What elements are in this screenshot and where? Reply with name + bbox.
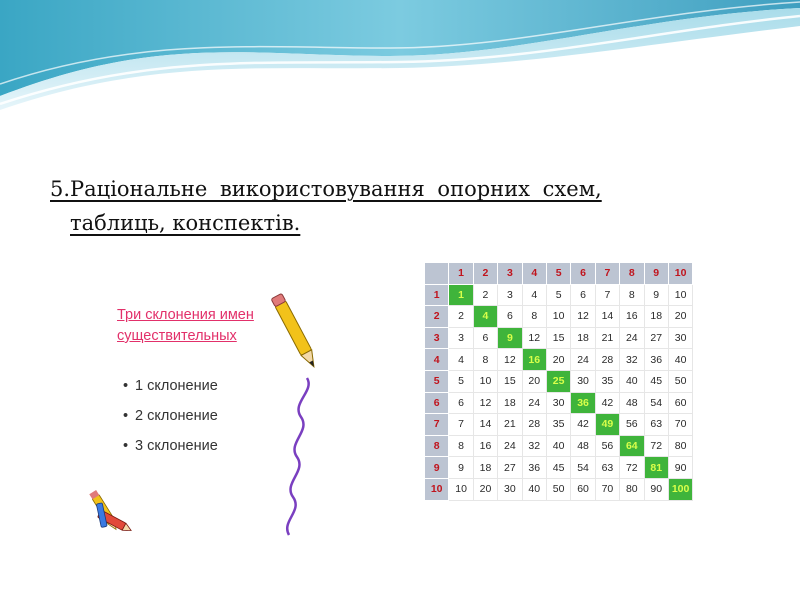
- table-row: [425, 457, 693, 479]
- pencils-icon: [89, 490, 133, 534]
- table-cell: 12: [498, 349, 522, 371]
- table-cell: 48: [571, 435, 595, 457]
- table-header-row: [425, 263, 693, 285]
- row-header: 4: [425, 349, 449, 371]
- table-cell: 27: [498, 457, 522, 479]
- diagonal-cell: 49: [595, 414, 619, 436]
- diagonal-cell: 100: [668, 478, 692, 500]
- row-header: 6: [425, 392, 449, 414]
- table-cell: 80: [620, 478, 644, 500]
- table-cell: 16: [620, 306, 644, 328]
- table-cell: 24: [498, 435, 522, 457]
- table-cell: 45: [546, 457, 570, 479]
- table-cell: 27: [644, 327, 668, 349]
- row-header: 7: [425, 414, 449, 436]
- table-row: [425, 414, 693, 436]
- table-cell: 20: [522, 370, 546, 392]
- diagonal-cell: 4: [473, 306, 497, 328]
- table-cell: 50: [546, 478, 570, 500]
- table-cell: 8: [473, 349, 497, 371]
- row-header: 1: [425, 284, 449, 306]
- table-cell: 6: [498, 306, 522, 328]
- table-cell: 60: [668, 392, 692, 414]
- column-header: 6: [571, 263, 595, 285]
- table-cell: 2: [449, 306, 473, 328]
- table-cell: 40: [620, 370, 644, 392]
- table-cell: 3: [449, 327, 473, 349]
- diagonal-cell: 36: [571, 392, 595, 414]
- table-cell: 56: [595, 435, 619, 457]
- column-header: 1: [449, 263, 473, 285]
- table-cell: 24: [571, 349, 595, 371]
- table-cell: 21: [498, 414, 522, 436]
- table-cell: 20: [668, 306, 692, 328]
- table-cell: 9: [449, 457, 473, 479]
- table-cell: 8: [522, 306, 546, 328]
- column-header: 5: [546, 263, 570, 285]
- table-cell: 12: [571, 306, 595, 328]
- table-cell: 50: [668, 370, 692, 392]
- table-cell: 14: [595, 306, 619, 328]
- declension-list: [123, 371, 218, 461]
- table-cell: 4: [522, 284, 546, 306]
- table-cell: 42: [595, 392, 619, 414]
- row-header: 5: [425, 370, 449, 392]
- table-cell: 14: [473, 414, 497, 436]
- diagonal-cell: 1: [449, 284, 473, 306]
- table-cell: 72: [644, 435, 668, 457]
- table-cell: 48: [620, 392, 644, 414]
- table-cell: 32: [522, 435, 546, 457]
- table-cell: 28: [595, 349, 619, 371]
- table-cell: 5: [449, 370, 473, 392]
- table-cell: 15: [546, 327, 570, 349]
- table-cell: 90: [668, 457, 692, 479]
- table-cell: 12: [522, 327, 546, 349]
- table-cell: 30: [498, 478, 522, 500]
- table-cell: 35: [546, 414, 570, 436]
- table-cell: 2: [473, 284, 497, 306]
- table-cell: 54: [644, 392, 668, 414]
- diagonal-cell: 64: [620, 435, 644, 457]
- table-cell: 24: [620, 327, 644, 349]
- column-header: 10: [668, 263, 692, 285]
- diagonal-cell: 9: [498, 327, 522, 349]
- column-header: 9: [644, 263, 668, 285]
- table-cell: 6: [449, 392, 473, 414]
- table-cell: 36: [522, 457, 546, 479]
- table-cell: 10: [546, 306, 570, 328]
- table-cell: 18: [498, 392, 522, 414]
- table-cell: 7: [449, 414, 473, 436]
- column-header: 2: [473, 263, 497, 285]
- table-cell: 20: [473, 478, 497, 500]
- table-cell: 10: [449, 478, 473, 500]
- table-cell: 12: [473, 392, 497, 414]
- row-header: 9: [425, 457, 449, 479]
- corner-cell: [425, 263, 449, 285]
- row-header: 2: [425, 306, 449, 328]
- card-title: Три склонения имен существительных: [117, 307, 254, 344]
- table-cell: 80: [668, 435, 692, 457]
- heading-line-1: 5.Раціональне використовування опорних схем,: [50, 177, 602, 201]
- table-cell: 32: [620, 349, 644, 371]
- table-cell: 70: [595, 478, 619, 500]
- diagonal-cell: 81: [644, 457, 668, 479]
- table-cell: 30: [668, 327, 692, 349]
- table-cell: 40: [668, 349, 692, 371]
- column-header: 7: [595, 263, 619, 285]
- table-cell: 54: [571, 457, 595, 479]
- table-cell: 10: [473, 370, 497, 392]
- table-cell: 20: [546, 349, 570, 371]
- row-header: 10: [425, 478, 449, 500]
- table-cell: 60: [571, 478, 595, 500]
- wave-banner: [0, 0, 800, 120]
- table-cell: 4: [449, 349, 473, 371]
- table-cell: 42: [571, 414, 595, 436]
- table-row: [425, 327, 693, 349]
- table-cell: 40: [522, 478, 546, 500]
- table-cell: 30: [571, 370, 595, 392]
- column-header: 3: [498, 263, 522, 285]
- table-cell: 16: [473, 435, 497, 457]
- row-header: 8: [425, 435, 449, 457]
- table-row: [425, 284, 693, 306]
- table-cell: 5: [546, 284, 570, 306]
- table-cell: 8: [449, 435, 473, 457]
- table-cell: 18: [571, 327, 595, 349]
- declension-card: [85, 283, 315, 545]
- table-cell: 15: [498, 370, 522, 392]
- row-header: 3: [425, 327, 449, 349]
- table-cell: 90: [644, 478, 668, 500]
- wavy-line: [287, 378, 308, 535]
- table-row: [425, 306, 693, 328]
- table-cell: 40: [546, 435, 570, 457]
- table-cell: 24: [522, 392, 546, 414]
- table-cell: 18: [473, 457, 497, 479]
- list-item: • 2 склонение: [123, 408, 218, 424]
- table-cell: 45: [644, 370, 668, 392]
- pencil-icon: [271, 293, 315, 369]
- table-cell: 8: [620, 284, 644, 306]
- table-cell: 63: [644, 414, 668, 436]
- list-item: • 1 склонение: [123, 378, 218, 394]
- table-row: [425, 392, 693, 414]
- multiplication-table: [424, 262, 693, 501]
- heading-line-2: таблиць, конспектів.: [70, 211, 301, 235]
- table-cell: 63: [595, 457, 619, 479]
- table-cell: 35: [595, 370, 619, 392]
- table-cell: 56: [620, 414, 644, 436]
- table-row: [425, 349, 693, 371]
- diagonal-cell: 25: [546, 370, 570, 392]
- table-cell: 3: [498, 284, 522, 306]
- column-header: 8: [620, 263, 644, 285]
- table-cell: 10: [668, 284, 692, 306]
- table-cell: 18: [644, 306, 668, 328]
- table-cell: 30: [546, 392, 570, 414]
- table-cell: 6: [571, 284, 595, 306]
- column-header: 4: [522, 263, 546, 285]
- table-cell: 72: [620, 457, 644, 479]
- table-cell: 21: [595, 327, 619, 349]
- list-item: • 3 склонение: [123, 438, 218, 454]
- table-cell: 36: [644, 349, 668, 371]
- table-cell: 6: [473, 327, 497, 349]
- table-cell: 28: [522, 414, 546, 436]
- diagonal-cell: 16: [522, 349, 546, 371]
- table-row: [425, 370, 693, 392]
- table-cell: 9: [644, 284, 668, 306]
- table-cell: 7: [595, 284, 619, 306]
- table-cell: 70: [668, 414, 692, 436]
- slide-heading: [50, 172, 750, 240]
- table-row: [425, 435, 693, 457]
- table-row: [425, 478, 693, 500]
